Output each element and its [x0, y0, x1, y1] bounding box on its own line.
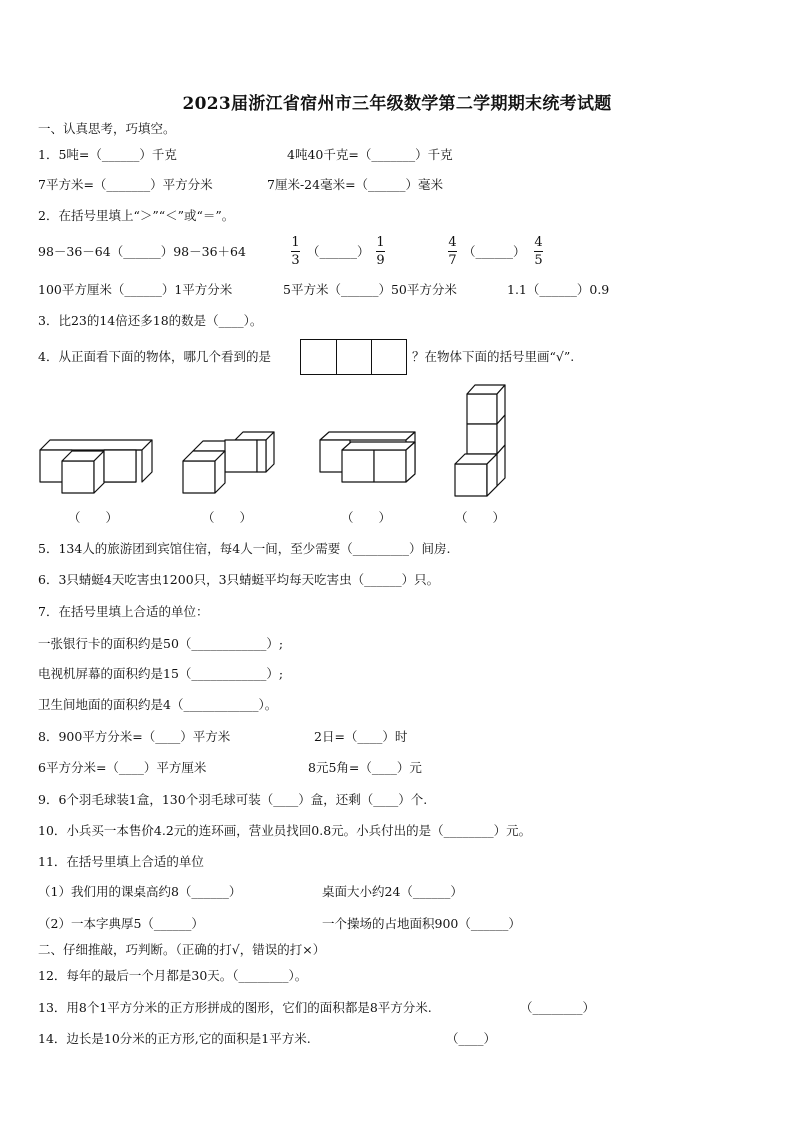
q1-b: 4吨40千克=（_______）千克	[287, 147, 453, 162]
section-1-heading: 一、认真思考，巧填空。	[38, 121, 176, 136]
q4-post: ？在物体下面的括号里画“√”.	[412, 349, 575, 364]
q8-c: 6平方分米=（____）平方厘米	[38, 760, 207, 775]
q2-paren-2: （______）	[463, 244, 526, 259]
denominator: 9	[376, 253, 385, 268]
q13-text: 13．用8个1平方分米的正方形拼成的图形，它们的面积都是8平方分米.	[38, 1000, 432, 1015]
q8-d: 8元5角=（____）元	[308, 760, 422, 775]
q10: 10．小兵买一本售价4.2元的连环画，营业员找回0.8元。小兵付出的是（________）元。	[38, 823, 532, 838]
q2-text: 2．在括号里填上“＞”“＜”或“＝”。	[38, 208, 235, 223]
q1-a: 1．5吨=（______）千克	[38, 147, 177, 162]
cube-figure-3	[320, 432, 415, 482]
numerator: 4	[448, 235, 457, 250]
q9: 9．6个羽毛球装1盒，130个羽毛球可装（____）盒，还剩（____）个.	[38, 792, 428, 807]
q8-a: 8．900平方分米=（____）平方米	[38, 729, 231, 744]
fraction-4-5	[534, 235, 543, 268]
cube-figures	[30, 380, 520, 505]
q2-b: 100平方厘米（______）1平方分米	[38, 282, 233, 297]
fraction-1-9	[376, 235, 385, 268]
numerator: 1	[291, 235, 300, 250]
q6: 6．3只蜻蜓4天吃害虫1200只，3只蜻蜓平均每天吃害虫（______）只。	[38, 572, 440, 587]
q4-answer-paren-3[interactable]: （ ）	[341, 510, 392, 525]
denominator: 5	[534, 253, 543, 268]
front-view-three-squares	[300, 339, 407, 375]
q7-text: 7．在括号里填上合适的单位：	[38, 604, 209, 619]
cube-figure-2	[183, 432, 274, 493]
q11-b: 桌面大小约24（______）	[322, 884, 463, 899]
q1-d: 7厘米-24毫米=（______）毫米	[267, 177, 444, 192]
q11-text: 11．在括号里填上合适的单位	[38, 854, 204, 869]
cube-figure-1	[40, 440, 152, 493]
numerator: 4	[534, 235, 543, 250]
denominator: 7	[448, 253, 457, 268]
q14-paren[interactable]: （____）	[446, 1031, 497, 1046]
q7-a: 一张银行卡的面积约是50（____________）;	[38, 636, 284, 651]
q2-paren-1: （______）	[307, 244, 370, 259]
page-title: 2023届浙江省宿州市三年级数学第二学期期末统考试题	[182, 94, 612, 114]
q11-a: （1）我们用的课桌高约8（______）	[38, 884, 242, 899]
section-2-heading: 二、仔细推敲，巧判断。（正确的打√，错误的打×）	[38, 942, 326, 957]
q4-answer-paren-1[interactable]: （ ）	[68, 510, 119, 525]
q14-text: 14．边长是10分米的正方形,它的面积是1平方米.	[38, 1031, 311, 1046]
q4-answer-paren-4[interactable]: （ ）	[455, 510, 506, 525]
denominator: 3	[291, 253, 300, 268]
q11-d: 一个操场的占地面积900（______）	[322, 916, 521, 931]
fraction-1-3	[291, 235, 300, 268]
q2-c: 5平方米（______）50平方分米	[283, 282, 457, 297]
q1-c: 7平方米=（_______）平方分米	[38, 177, 213, 192]
q2-d: 1.1（______）0.9	[507, 282, 610, 297]
q4-pre: 4．从正面看下面的物体，哪几个看到的是	[38, 349, 271, 364]
cube-figure-4	[455, 385, 505, 496]
q4-answer-paren-2[interactable]: （ ）	[202, 510, 253, 525]
fraction-4-7	[448, 235, 457, 268]
q3: 3．比23的14倍还多18的数是（____）。	[38, 313, 263, 328]
q8-b: 2日=（____）时	[314, 729, 408, 744]
q5: 5．134人的旅游团到宾馆住宿，每4人一间，至少需要（_________）间房.	[38, 541, 451, 556]
q2-a: 98－36－64（______）98－36＋64	[38, 244, 246, 259]
q7-b: 电视机屏幕的面积约是15（____________）;	[38, 666, 284, 681]
q7-c: 卫生间地面的面积约是4（____________）。	[38, 697, 278, 712]
q13-paren[interactable]: （________）	[520, 1000, 596, 1015]
q12: 12．每年的最后一个月都是30天。（________）。	[38, 968, 308, 983]
q11-c: （2）一本字典厚5（______）	[38, 916, 204, 931]
numerator: 1	[376, 235, 385, 250]
